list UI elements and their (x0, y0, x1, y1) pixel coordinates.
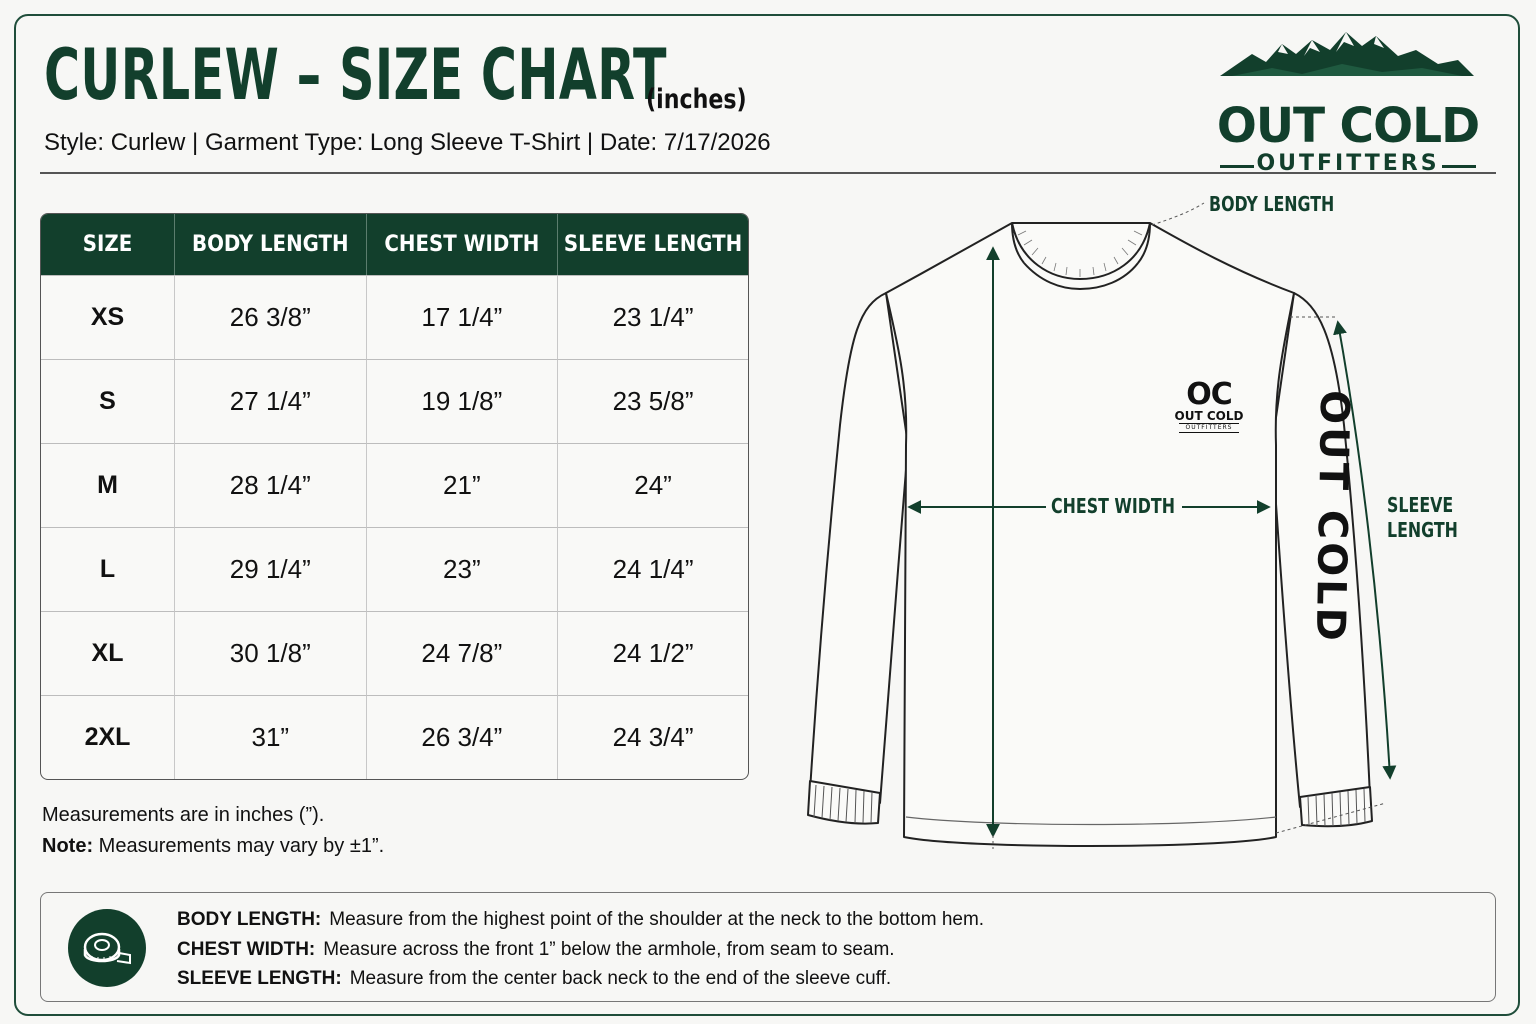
chest-width-cell: 21” (367, 443, 559, 527)
measurement-definitions (177, 905, 984, 994)
brand-logo (1212, 24, 1484, 176)
size-cell: XS (41, 275, 175, 359)
body-length-cell: 26 3/8” (175, 275, 367, 359)
sleeve-print: OUT COLD (1306, 389, 1358, 645)
sleeve-length-cell: 23 1/4” (558, 275, 748, 359)
size-cell: 2XL (41, 695, 175, 779)
variance-note (42, 831, 384, 862)
note-text: Measurements may vary by ±1”. (98, 835, 385, 857)
chest-logo (1173, 377, 1245, 433)
measurement-guide (40, 892, 1496, 1002)
body-length-cell: 31” (175, 695, 367, 779)
sleeve-length-label-2: LENGTH (1387, 518, 1458, 542)
body-length-cell: 30 1/8” (175, 611, 367, 695)
sleeve-length-cell: 24 1/2” (558, 611, 748, 695)
chest-width-cell: 19 1/8” (367, 359, 559, 443)
body-length-cell: 29 1/4” (175, 527, 367, 611)
legend-term: BODY LENGTH: (177, 909, 322, 930)
page-title: CURLEW – SIZE CHART (44, 34, 667, 116)
page-subtitle: Style: Curlew | Garment Type: Long Sleeve T-Shirt | Date: 7/17/2026 (44, 129, 771, 156)
logo-name: OUT COLD (1216, 98, 1480, 154)
chest-width-cell: 17 1/4” (367, 275, 559, 359)
logo-rule-right (1442, 165, 1476, 168)
table-row (41, 443, 748, 527)
legend-term: CHEST WIDTH: (177, 938, 316, 960)
units-note: Measurements are in inches (”). (42, 804, 325, 826)
legend-desc: Measure from the highest point of the shoulder at the neck to the bottom hem. (329, 909, 985, 930)
chest-logo-name: OUT COLD (1174, 409, 1244, 423)
legend-desc: Measure across the front 1” below the armhole, from seam to seam. (323, 938, 895, 960)
legend-term: SLEEVE LENGTH: (177, 968, 342, 989)
chest-logo-mark: OC (1186, 377, 1232, 412)
title-unit: (inches) (646, 84, 747, 115)
legend-row (177, 964, 984, 994)
chest-logo-sub: OUTFITTERS (1179, 423, 1239, 433)
legend-desc: Measure from the center back neck to the end of the sleeve cuff. (349, 968, 892, 989)
chest-width-cell: 26 3/4” (367, 695, 559, 779)
body-length-cell: 27 1/4” (175, 359, 367, 443)
table-row (41, 275, 748, 359)
size-cell: S (41, 359, 175, 443)
table-row (41, 611, 748, 695)
note-label: Note: (42, 835, 94, 857)
size-cell: L (41, 527, 175, 611)
sleeve-length-cell: 23 5/8” (558, 359, 748, 443)
column-header-body-length: BODY LENGTH (175, 214, 367, 275)
legend-row (177, 935, 984, 965)
table-row (41, 359, 748, 443)
shirt-diagram (790, 185, 1510, 875)
column-header-sleeve-length: SLEEVE LENGTH (558, 214, 748, 275)
sleeve-length-cell: 24” (558, 443, 748, 527)
size-table (40, 213, 749, 780)
table-header-row (41, 214, 748, 275)
body-length-cell: 28 1/4” (175, 443, 367, 527)
chest-width-cell: 23” (367, 527, 559, 611)
mountains-icon (1212, 24, 1484, 104)
column-header-chest-width: CHEST WIDTH (367, 214, 559, 275)
column-header-size: SIZE (41, 214, 175, 275)
chest-width-label: CHEST WIDTH (1051, 494, 1175, 518)
size-cell: M (41, 443, 175, 527)
body-length-label: BODY LENGTH (1209, 192, 1335, 216)
table-row (41, 527, 748, 611)
sleeve-length-cell: 24 1/4” (558, 527, 748, 611)
legend-row (177, 905, 984, 935)
chest-width-cell: 24 7/8” (367, 611, 559, 695)
sleeve-length-label-1: SLEEVE (1387, 493, 1454, 517)
logo-tagline: OUTFITTERS (1256, 151, 1440, 176)
size-cell: XL (41, 611, 175, 695)
measurement-notes (42, 800, 384, 862)
tape-measure-icon (68, 909, 146, 987)
table-row (41, 695, 748, 779)
sleeve-length-cell: 24 3/4” (558, 695, 748, 779)
